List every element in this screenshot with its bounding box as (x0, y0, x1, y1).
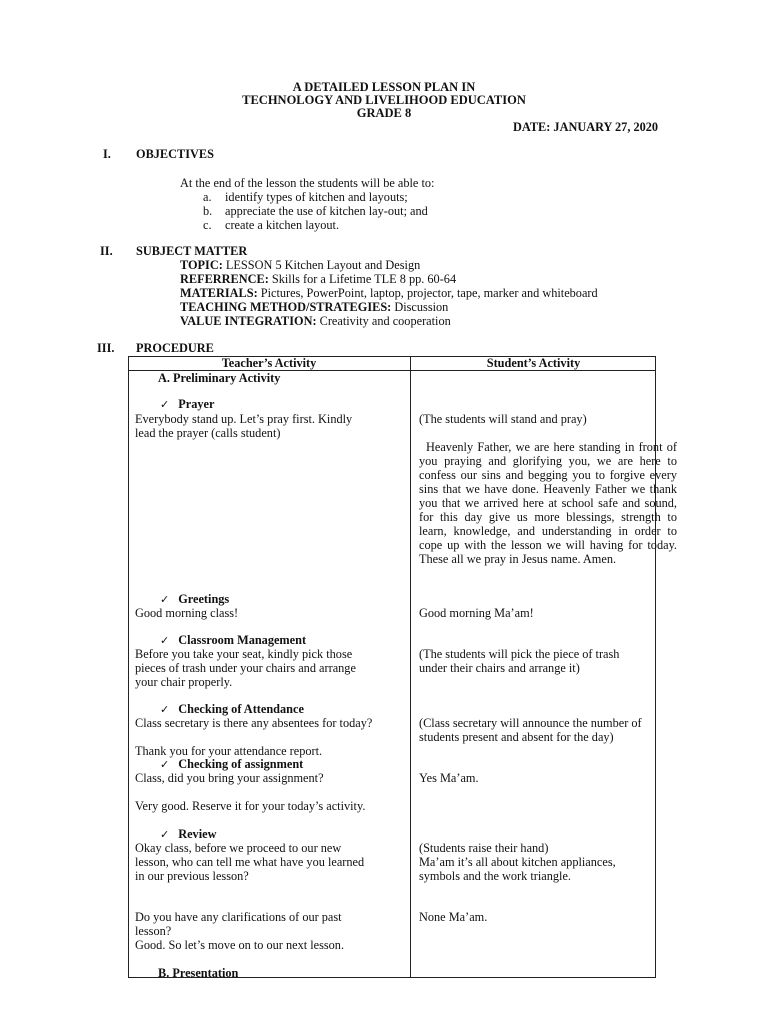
student-text: Ma’am it’s all about kitchen appliances, (419, 855, 616, 869)
check-icon: ✓ (160, 828, 170, 841)
objective-letter: a. (203, 190, 212, 204)
classroom-heading (160, 633, 306, 648)
section-number-procedure: III. (97, 341, 115, 355)
classroom-heading-label: Classroom Management (178, 633, 307, 647)
doc-title-line2: TECHNOLOGY AND LIVELIHOOD EDUCATION (242, 93, 526, 107)
section-number-subject: II. (100, 244, 113, 258)
teacher-text: Do you have any clarifications of our past (135, 910, 342, 924)
subject-label: TEACHING METHOD/STRATEGIES: (180, 300, 392, 314)
section-title-procedure: PROCEDURE (136, 341, 214, 355)
doc-title-line1: A DETAILED LESSON PLAN IN (292, 80, 476, 94)
doc-title-line3: GRADE 8 (356, 106, 412, 120)
subject-row-materials (180, 286, 598, 300)
student-text: (Class secretary will announce the number of (419, 716, 642, 730)
teacher-text: lesson, who can tell me what have you learned (135, 855, 365, 869)
col-header-student: Student’s Activity (486, 356, 581, 370)
prayer-heading (160, 397, 214, 412)
objectives-intro: At the end of the lesson the students will be able to: (180, 176, 435, 190)
student-text: (Students raise their hand) (419, 841, 549, 855)
greetings-heading (160, 592, 229, 607)
subject-value: Pictures, PowerPoint, laptop, projector, tape, marker and whiteboard (260, 286, 598, 300)
teacher-text: lesson? (135, 924, 172, 938)
subject-row-topic (180, 258, 420, 272)
check-icon: ✓ (160, 758, 170, 771)
check-icon: ✓ (160, 398, 170, 411)
subject-row-method (180, 300, 448, 314)
review-heading (160, 827, 216, 842)
section-a-heading: A. Preliminary Activity (158, 371, 281, 385)
assignment-heading-label: Checking of assignment (178, 757, 304, 771)
check-icon: ✓ (160, 634, 170, 647)
subject-value: LESSON 5 Kitchen Layout and Design (225, 258, 421, 272)
student-text: symbols and the work triangle. (419, 869, 571, 883)
student-text: students present and absent for the day) (419, 730, 614, 744)
student-text: (The students will pick the piece of trash (419, 647, 620, 661)
section-b-heading: B. Presentation (158, 966, 239, 980)
student-prayer-text: Heavenly Father, we are here standing in front of you praying and glorifying you, we are here to confess our sins and begging you to forgive every sins that we have done. Heavenly Father we thank you that we arrived here at school safe and sound, for this day give us more blessings, strength to learn, knowledge, and understanding in order to cope up with the lesson we will having for today. These all we pray in Jesus name. Amen. (419, 440, 677, 566)
subject-row-reference (180, 272, 456, 286)
section-title-subject: SUBJECT MATTER (136, 244, 248, 258)
objective-letter: b. (203, 204, 213, 218)
student-text: under their chairs and arrange it) (419, 661, 580, 675)
teacher-text: Okay class, before we proceed to our new (135, 841, 342, 855)
teacher-text: pieces of trash under your chairs and arrange (135, 661, 356, 675)
teacher-text: Thank you for your attendance report. (135, 744, 323, 758)
objective-text: identify types of kitchen and layouts; (225, 190, 408, 204)
teacher-text: Good morning class! (135, 606, 239, 620)
teacher-text: Very good. Reserve it for your today’s activity. (135, 799, 366, 813)
col-header-teacher: Teacher’s Activity (221, 356, 317, 370)
teacher-text: in our previous lesson? (135, 869, 249, 883)
teacher-text: lead the prayer (calls student) (135, 426, 281, 440)
student-text: None Ma’am. (419, 910, 488, 924)
subject-label: VALUE INTEGRATION: (180, 314, 317, 328)
subject-row-value (180, 314, 451, 328)
subject-label: REFERRENCE: (180, 272, 269, 286)
teacher-text: Good. So let’s move on to our next lesson. (135, 938, 345, 952)
teacher-text: Class, did you bring your assignment? (135, 771, 324, 785)
subject-value: Creativity and cooperation (319, 314, 451, 328)
subject-value: Discussion (394, 300, 449, 314)
greetings-heading-label: Greetings (178, 592, 230, 606)
student-text: (The students will stand and pray) (419, 412, 587, 426)
attendance-heading (160, 702, 304, 717)
attendance-heading-label: Checking of Attendance (178, 702, 304, 716)
teacher-text: your chair properly. (135, 675, 233, 689)
objective-letter: c. (203, 218, 212, 232)
assignment-heading (160, 757, 303, 772)
check-icon: ✓ (160, 593, 170, 606)
objective-text: appreciate the use of kitchen lay-out; and (225, 204, 428, 218)
check-icon: ✓ (160, 703, 170, 716)
teacher-text: Everybody stand up. Let’s pray first. Kindly (135, 412, 353, 426)
objective-text: create a kitchen layout. (225, 218, 340, 232)
section-title-objectives: OBJECTIVES (136, 147, 214, 161)
subject-value: Skills for a Lifetime TLE 8 pp. 60-64 (271, 272, 457, 286)
student-text: Good morning Ma’am! (419, 606, 534, 620)
table-column-divider (410, 356, 411, 978)
subject-label: TOPIC: (180, 258, 223, 272)
teacher-text: Class secretary is there any absentees for today? (135, 716, 373, 730)
prayer-heading-label: Prayer (178, 397, 215, 411)
doc-date: DATE: JANUARY 27, 2020 (513, 120, 659, 134)
review-heading-label: Review (178, 827, 217, 841)
subject-label: MATERIALS: (180, 286, 258, 300)
student-text: Yes Ma’am. (419, 771, 479, 785)
section-number-objectives: I. (103, 147, 111, 161)
teacher-text: Before you take your seat, kindly pick those (135, 647, 353, 661)
